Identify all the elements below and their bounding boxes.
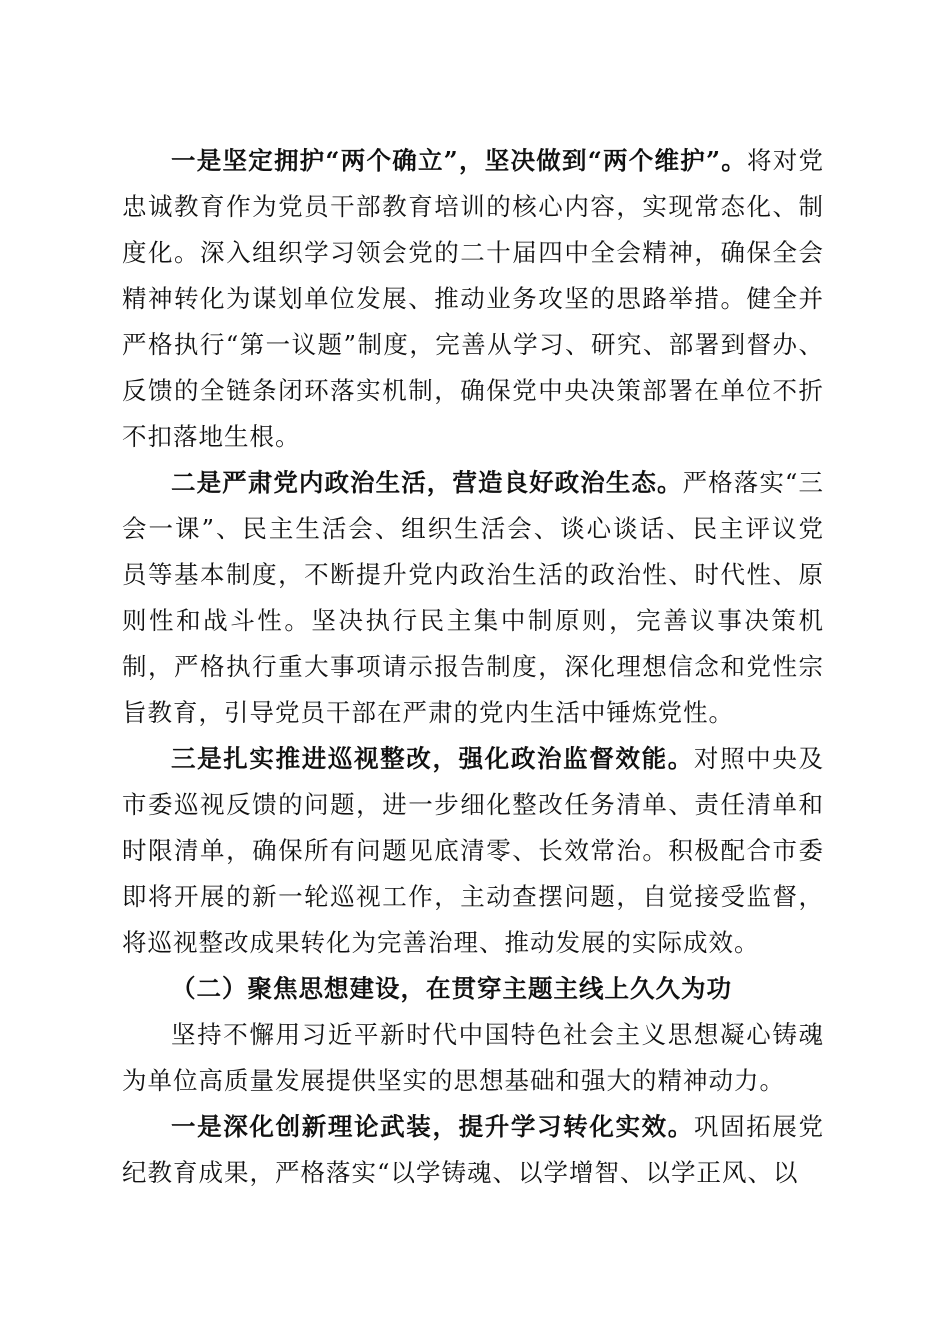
paragraph-3 [122,736,824,966]
paragraph-4-body: 巩固拓展党纪教育成果，严格落实“以学铸魂、以学增智、以学正风、以 [122,1112,825,1187]
paragraph-1-body: 将对党忠诚教育作为党员干部教育培训的核心内容，实现常态化、制度化。深入组织学习领会党的二十届四中全会精神，确保全会精神转化为谋划单位发展、推动业务攻坚的思路举措。健全并严格执行“第一议题”制度，完善从学习、研究、部署到督办、反馈的全链条闭环落实机制，确保党中央决策部署在单位不折不扣落地生根。 [122,146,825,451]
paragraph-4 [122,1104,824,1196]
paragraph-1 [122,138,824,460]
section-heading: （二）聚焦思想建设，在贯穿主题主线上久久为功 [171,974,732,1003]
paragraph-2-lead: 二是严肃党内政治生活，营造良好政治生态。 [171,468,683,497]
paragraph-3-lead: 三是扎实推进巡视整改，强化政治监督效能。 [171,744,694,773]
paragraph-1-lead: 一是坚定拥护“两个确立”，坚决做到“两个维护”。 [171,146,748,175]
paragraph-2-body: 严格落实“三会一课”、民主生活会、组织生活会、谈心谈话、民主评议党员等基本制度，不断提升党内政治生活的政治性、时代性、原则性和战斗性。坚决执行民主集中制原则，完善议事决策机制，严格执行重大事项请示报告制度，深化理想信念和党性宗旨教育，引导党员干部在严肃的党内生活中锤炼党性。 [122,468,824,727]
document-body [122,138,824,1196]
paragraph-4-lead: 一是深化创新理论武装，提升学习转化实效。 [171,1112,694,1141]
paragraph-3-body: 对照中央及市委巡视反馈的问题，进一步细化整改任务清单、责任清单和时限清单，确保所有问题见底清零、长效常治。积极配合市委即将开展的新一轮巡视工作，主动查摆问题，自觉接受监督，将巡视整改成果转化为完善治理、推动发展的实际成效。 [122,744,825,957]
section-intro: 坚持不懈用习近平新时代中国特色社会主义思想凝心铸魂为单位高质量发展提供坚实的思想基础和强大的精神动力。 [122,1020,824,1095]
paragraph-2 [122,460,824,736]
